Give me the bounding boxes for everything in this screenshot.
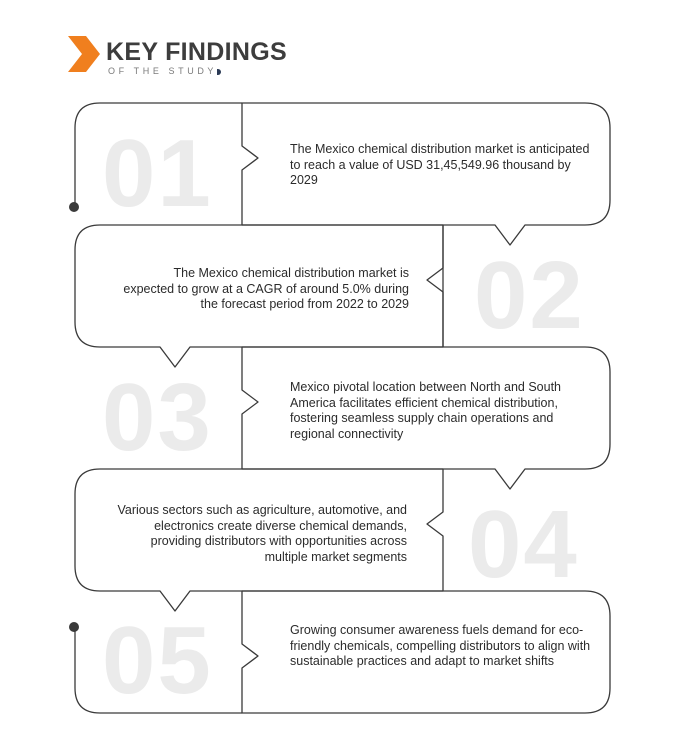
finding-text-4: Various sectors such as agriculture, automotive, and electronics create diverse chemical demands, providing distributors with opportunities across multiple market segments [117, 503, 407, 564]
connector-dot-top [69, 202, 79, 212]
finding-text-3: Mexico pivotal location between North and South America facilitates efficient chemical distribution, fostering seamless supply chain operations and regional connectivity [290, 380, 561, 441]
finding-number-5: 05 [102, 607, 213, 714]
page-subtitle: OF THE STUDY [108, 66, 218, 76]
finding-text-5: Growing consumer awareness fuels demand for eco-friendly chemicals, compelling distributors to align with sustainable practices and adapt to market shifts [290, 623, 591, 668]
page-title: KEY FINDINGS [106, 38, 287, 66]
finding-text-1: The Mexico chemical distribution market is anticipated to reach a value of USD 31,45,549.96 thousand by 2029 [290, 142, 590, 187]
finding-number-2: 02 [474, 242, 585, 349]
finding-number-3: 03 [102, 364, 213, 471]
finding-number-4: 04 [468, 491, 579, 598]
finding-text-2: The Mexico chemical distribution market is expected to grow at a CAGR of around 5.0% during the forecast period from 2022 to 2029 [123, 266, 409, 311]
finding-number-1: 01 [102, 120, 213, 227]
connector-dot-bottom [69, 622, 79, 632]
